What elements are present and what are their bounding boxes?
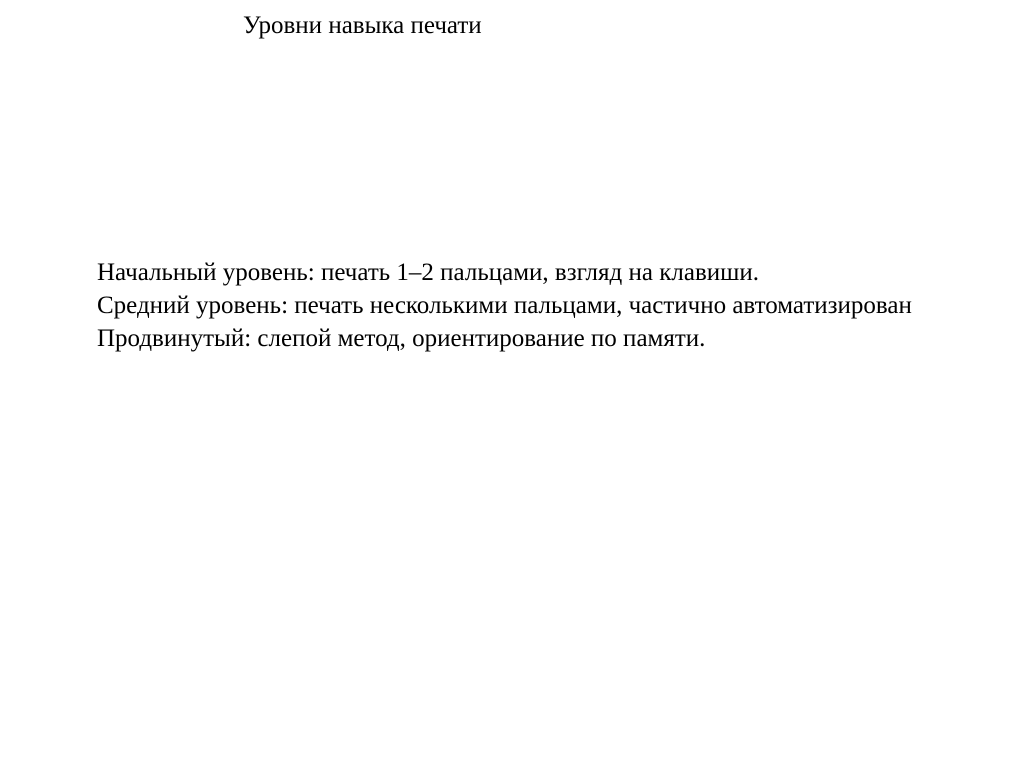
slide-body	[97, 256, 912, 355]
body-line-beginner: Начальный уровень: печать 1–2 пальцами, взгляд на клавиши.	[97, 259, 760, 286]
body-line-intermediate: Средний уровень: печать несколькими пальцами, частично автоматизирован	[97, 292, 912, 319]
body-line-advanced: Продвинутый: слепой метод, ориентирование по памяти.	[97, 325, 706, 352]
slide-title: Уровни навыка печати	[243, 12, 482, 39]
